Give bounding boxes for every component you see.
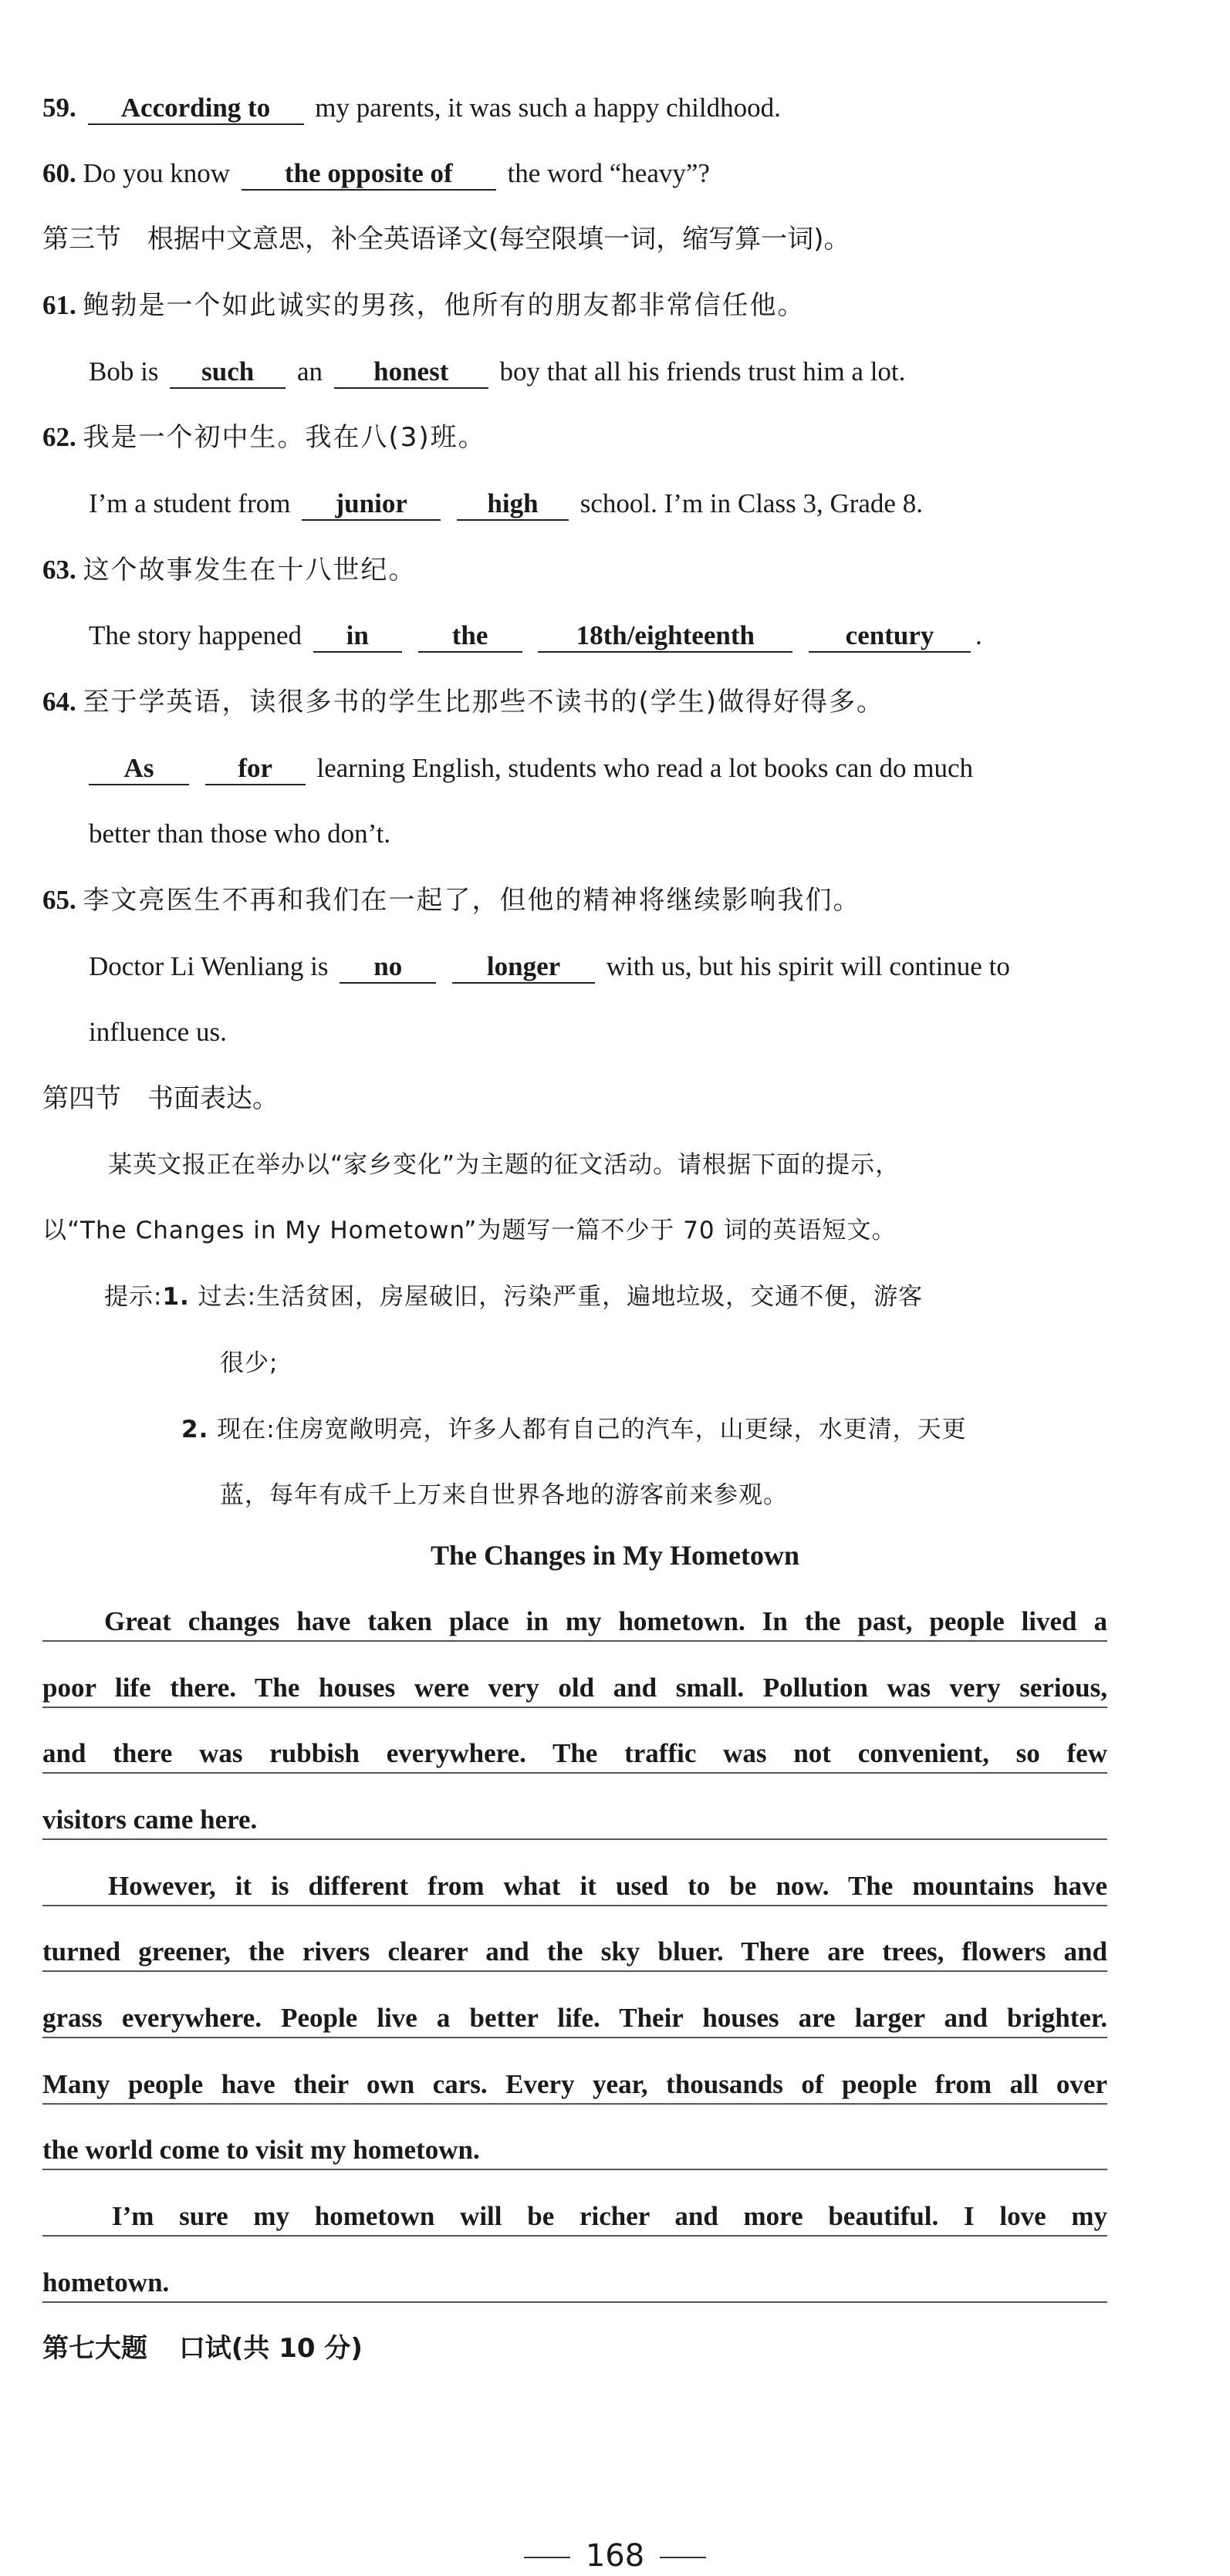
answer-blank: century <box>809 620 971 653</box>
question-text: Doctor Li Wenliang is <box>89 951 329 981</box>
question-text: boy that all his friends trust him a lot. <box>499 356 906 387</box>
writing-prompt: 以“The Changes in My Hometown”为题写一篇不少于 70 词的英语短文。 <box>42 1217 897 1244</box>
question-number: 65 <box>42 885 69 915</box>
chinese-prompt: 至于学英语，读很多书的学生比那些不读书的(学生)做得好得多。 <box>83 687 885 717</box>
answer-blank: the <box>418 620 522 653</box>
question-text: school. I’m in Class 3, Grade 8. <box>580 488 923 518</box>
chinese-prompt: 鲍勃是一个如此诚实的男孩，他所有的朋友都非常信任他。 <box>83 290 806 321</box>
answer-blank: for <box>205 753 306 785</box>
answer-blank: According to <box>88 93 304 125</box>
hint-text: 很少; <box>220 1349 279 1377</box>
hint-text: 现在:住房宽敞明亮，许多人都有自己的汽车，山更绿，水更清，天更 <box>217 1416 967 1443</box>
hint-text: 蓝，每年有成千上万来自世界各地的游客前来参观。 <box>220 1481 788 1509</box>
question-number: 59 <box>42 93 69 123</box>
hint-text: 过去:生活贫困，房屋破旧，污染严重，遍地垃圾，交通不便，游客 <box>198 1283 924 1311</box>
question-63: 63. 这个故事发生在十八世纪。 <box>42 555 417 586</box>
essay-line: Great changes have taken place in my hometown. In the past, people lived a <box>42 1603 1107 1642</box>
essay-line: hometown. <box>42 2264 1107 2303</box>
answer-blank: in <box>313 620 402 653</box>
section-title: 口试(共 10 分) <box>178 2333 363 2364</box>
question-65: 65. 李文亮医生不再和我们在一起了，但他的精神将继续影响我们。 <box>42 885 861 916</box>
hint-label: 提示: <box>104 1283 163 1311</box>
essay-line: However, it is different from what it used to be now. The mountains have <box>42 1868 1107 1906</box>
question-text: the word “heavy”? <box>507 158 710 188</box>
essay-line: visitors came here. <box>42 1801 1107 1840</box>
question-65-english <box>89 948 1230 985</box>
question-text: learning English, students who read a lot books can do much <box>316 753 974 783</box>
answer-blank: no <box>340 951 436 984</box>
hint-1 <box>104 1278 1230 1315</box>
question-text: better than those who don’t. <box>89 819 391 849</box>
essay-line: grass everywhere. People live a better life. Their houses are larger and brighter. <box>42 2000 1107 2038</box>
writing-prompt: 某英文报正在举办以“家乡变化”为主题的征文活动。请根据下面的提示， <box>108 1151 901 1179</box>
answer-blank: honest <box>334 356 488 389</box>
section-heading: 第三节 根据中文意思，补全英语译文(每空限填一词，缩写算一词)。 <box>42 224 850 255</box>
answer-blank: longer <box>452 951 595 984</box>
question-text: an <box>296 356 323 387</box>
hint-number: 2. <box>181 1416 209 1443</box>
question-62-english <box>89 485 1230 522</box>
question-text: with us, but his spirit will continue to <box>606 951 1010 981</box>
question-64-english <box>89 750 1230 787</box>
essay-title: The Changes in My Hometown <box>430 1540 800 1571</box>
question-text: influence us. <box>89 1017 227 1047</box>
chinese-prompt: 我是一个初中生。我在八(3)班。 <box>83 422 486 453</box>
question-64: 64. 至于学英语，读很多书的学生比那些不读书的(学生)做得好得多。 <box>42 687 885 717</box>
answer-blank: such <box>170 356 286 389</box>
page-footer <box>0 2538 1230 2574</box>
essay-line: I’m sure my hometown will be richer and more beautiful. I love my <box>42 2198 1107 2237</box>
answer-blank: 18th/eighteenth <box>538 620 792 653</box>
question-63-english <box>89 617 1230 654</box>
section-7-heading <box>42 2330 1230 2367</box>
question-number: 64 <box>42 687 69 717</box>
essay-line: the world come to visit my hometown. <box>42 2132 1107 2170</box>
question-61-english <box>89 353 1230 390</box>
question-60: 60. Do you know the opposite of the word “heavy”? <box>42 155 1230 192</box>
essay-line: and there was rubbish everywhere. The traffic was not convenient, so few <box>42 1735 1107 1774</box>
question-number: 61 <box>42 290 69 320</box>
question-62: 62. 我是一个初中生。我在八(3)班。 <box>42 422 486 453</box>
essay-line: Many people have their own cars. Every year, thousands of people from all over <box>42 2066 1107 2105</box>
essay-line: poor life there. The houses were very old and small. Pollution was very serious, <box>42 1670 1107 1708</box>
essay-line: turned greener, the rivers clearer and the sky bluer. There are trees, flowers and <box>42 1933 1107 1972</box>
question-number: 63 <box>42 555 69 585</box>
question-text: Bob is <box>89 356 159 387</box>
answer-blank: As <box>89 753 189 785</box>
answer-blank: the opposite of <box>242 158 496 191</box>
hint-2 <box>181 1411 1230 1448</box>
question-text: my parents, it was such a happy childhood. <box>315 93 781 123</box>
question-61: 61. 鲍勃是一个如此诚实的男孩，他所有的朋友都非常信任他。 <box>42 290 806 321</box>
question-text: I’m a student from <box>89 488 291 518</box>
page-number: 168 <box>585 2538 645 2574</box>
question-text: The story happened <box>89 620 302 650</box>
question-text: Do you know <box>83 158 231 188</box>
question-59: 59. According to my parents, it was such a happy childhood. <box>42 89 1230 127</box>
answer-blank: high <box>457 488 569 521</box>
answer-blank: junior <box>302 488 441 521</box>
chinese-prompt: 这个故事发生在十八世纪。 <box>83 555 417 586</box>
hint-number: 1. <box>162 1283 190 1311</box>
chinese-prompt: 李文亮医生不再和我们在一起了，但他的精神将继续影响我们。 <box>83 885 861 916</box>
question-number: 60 <box>42 158 69 188</box>
section-heading: 第四节 书面表达。 <box>42 1083 279 1114</box>
question-number: 62 <box>42 422 69 452</box>
question-text: . <box>975 620 982 650</box>
section-label: 第七大题 <box>42 2333 147 2364</box>
